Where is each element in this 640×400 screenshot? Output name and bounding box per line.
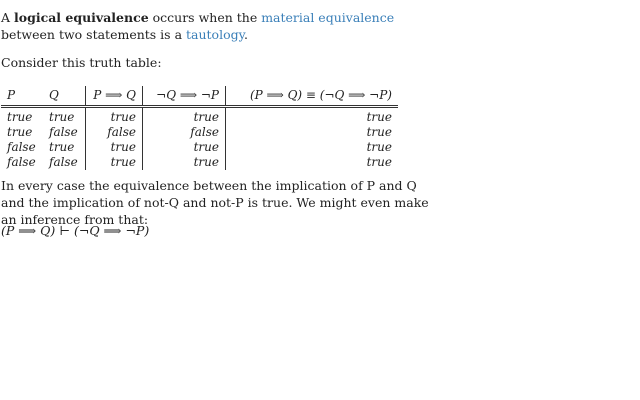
table-row — [1, 107, 398, 126]
intro-text-middle: occurs when the — [148, 10, 262, 25]
cell-p-implies-q: false — [86, 125, 143, 140]
cell-notq-implies-notp: true — [143, 155, 226, 170]
header-p-implies-q: P ⟹ Q — [86, 86, 143, 107]
header-q: Q — [43, 86, 86, 107]
truth-table-header-row — [1, 86, 398, 107]
intro-text-start: A — [1, 10, 15, 25]
cell-equivalence: true — [226, 107, 399, 126]
conclusion-paragraph: In every case the equivalence between the implication of P and Q and the implication of not-Q and not-P is true. We might even make an inference from that: — [1, 178, 429, 227]
cell-p: false — [7, 155, 36, 169]
header-notq-implies-notp: ¬Q ⟹ ¬P — [143, 86, 226, 107]
cell-p: true — [7, 125, 33, 139]
table-row — [1, 155, 398, 170]
material-equivalence-link[interactable]: material equivalence — [261, 10, 395, 25]
header-p: P — [1, 86, 43, 107]
cell-q: true — [49, 110, 75, 124]
intro-text-middle-2: between two statements is a — [1, 27, 186, 42]
table-row — [1, 140, 398, 155]
truth-table — [1, 86, 398, 170]
tautology-link[interactable]: tautology — [186, 27, 245, 42]
cell-p-implies-q: true — [86, 107, 143, 126]
cell-equivalence: true — [226, 140, 399, 155]
cell-equivalence: true — [226, 155, 399, 170]
cell-notq-implies-notp: true — [143, 107, 226, 126]
cell-q: true — [49, 140, 75, 154]
inference-formula: (P ⟹ Q) ⊢ (¬Q ⟹ ¬P) — [1, 223, 150, 238]
header-equivalence: (P ⟹ Q) ≡ (¬Q ⟹ ¬P) — [226, 86, 399, 107]
intro-paragraph — [1, 9, 431, 43]
cell-notq-implies-notp: true — [143, 140, 226, 155]
cell-notq-implies-notp: false — [143, 125, 226, 140]
table-row — [1, 125, 398, 140]
cell-p: true — [7, 110, 33, 124]
intro-text-end: . — [244, 27, 248, 42]
cell-equivalence: true — [226, 125, 399, 140]
cell-p: false — [7, 140, 36, 154]
truth-table-intro: Consider this truth table: — [1, 55, 162, 70]
cell-p-implies-q: true — [86, 155, 143, 170]
cell-q: false — [49, 125, 78, 139]
cell-q: false — [49, 155, 78, 169]
cell-p-implies-q: true — [86, 140, 143, 155]
logical-equivalence-term: logical equivalence — [14, 10, 149, 25]
